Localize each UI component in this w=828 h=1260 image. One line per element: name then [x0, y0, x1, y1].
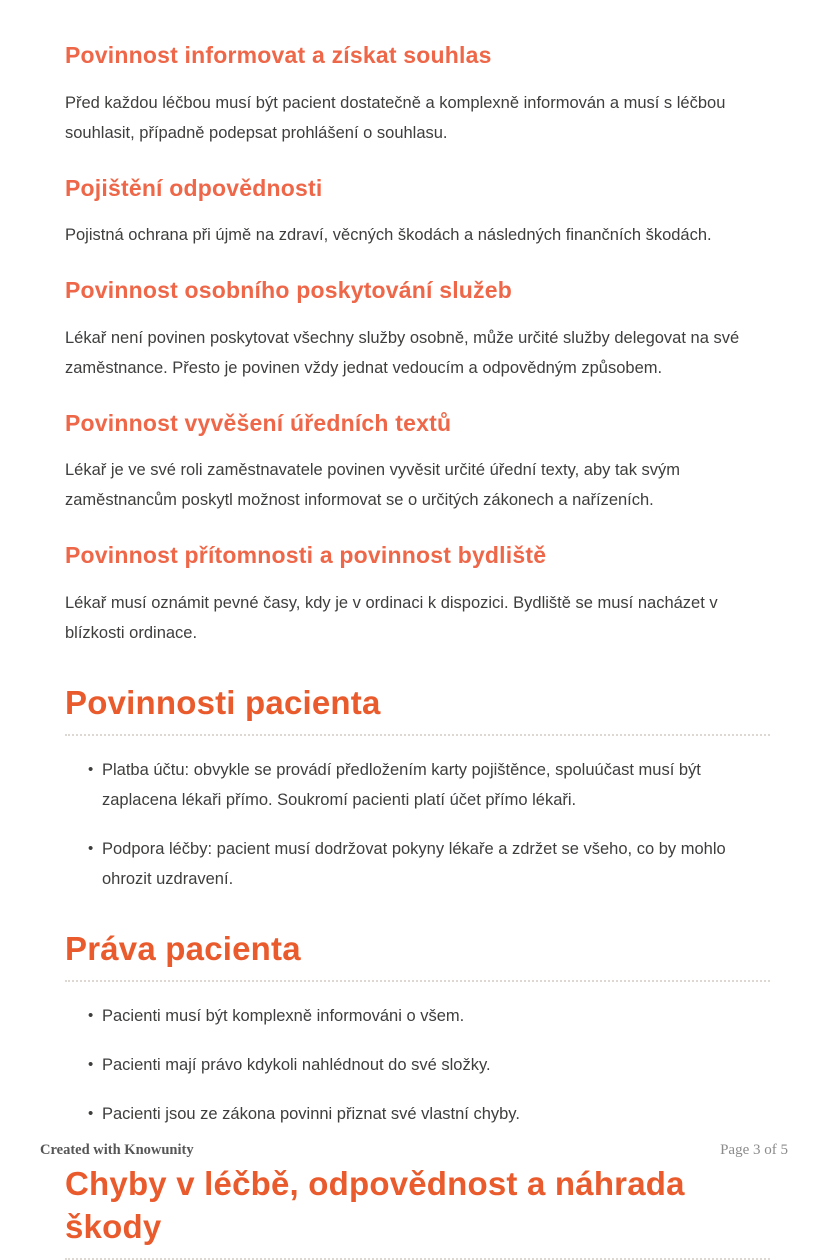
section-paragraph: Před každou léčbou musí být pacient dostatečně a komplexně informován a musí s léčbou souhlasit, případně podepsat prohlášení o souhlasu.: [65, 93, 726, 142]
section-heading: Povinnost vyvěšení úředních textů: [65, 409, 452, 436]
big-heading-underline: [65, 928, 770, 982]
big-section-heading: Povinnosti pacienta: [65, 683, 381, 721]
big-heading-underline: [65, 682, 770, 736]
bullet-list: [65, 755, 770, 894]
section-povinnost-informovat: [65, 42, 770, 148]
section-prava-pacienta: [65, 928, 770, 1129]
big-heading-underline: [65, 1163, 770, 1260]
section-paragraph: Lékař musí oznámit pevné časy, kdy je v ordinaci k dispozici. Bydliště se musí nacházet v blízkosti ordinace.: [65, 593, 718, 642]
bullet-item: • Platba účtu: obvykle se provádí předložením karty pojištěnce, spoluúčast musí být zaplacena lékaři přímo. Soukromí pacienti platí účet přímo lékaři.: [88, 755, 770, 815]
section-paragraph: Pojistná ochrana při újmě na zdraví, věcných škodách a následných finančních škodách.: [65, 226, 712, 245]
section-paragraph: Lékař je ve své roli zaměstnavatele povinen vyvěsit určité úřední texty, aby tak svým zaměstnancům poskytl možnost informovat se o určitých zákonech a nařízeních.: [65, 461, 681, 510]
page-footer: [40, 1142, 788, 1159]
section-osobni-poskytovani: [65, 277, 770, 383]
section-povinnosti-pacienta: [65, 682, 770, 894]
section-pojisteni-odpovednosti: [65, 175, 770, 251]
section-chyby-v-lecbe: [65, 1163, 770, 1260]
big-section-heading: Chyby v léčbě, odpovědnost a náhrada škody: [65, 1164, 685, 1245]
bullet-item: • Podpora léčby: pacient musí dodržovat pokyny lékaře a zdržet se všeho, co by mohlo ohrozit uzdravení.: [88, 834, 770, 894]
section-vyveseni-textu: [65, 410, 770, 516]
big-section-heading: Práva pacienta: [65, 929, 301, 967]
bullet-item: • Pacienti musí být komplexně informováni o všem.: [88, 1001, 770, 1031]
bullet-list: [65, 1001, 770, 1129]
footer-branding: Created with Knowunity: [40, 1142, 194, 1158]
section-heading: Povinnost informovat a získat souhlas: [65, 42, 492, 68]
section-heading: Pojištění odpovědnosti: [65, 174, 323, 201]
bullet-item: • Pacienti mají právo kdykoli nahlédnout do své složky.: [88, 1050, 770, 1080]
footer-page-number: Page 3 of 5: [720, 1142, 788, 1158]
section-paragraph: Lékař není povinen poskytovat všechny služby osobně, může určité služby delegovat na své zaměstnance. Přesto je povinen vždy jednat vedoucím a odpovědným způsobem.: [65, 328, 740, 377]
section-pritomnost-bydliste: [65, 542, 770, 648]
bullet-item: • Pacienti jsou ze zákona povinni přiznat své vlastní chyby.: [88, 1099, 770, 1129]
section-heading: Povinnost přítomnosti a povinnost bydliště: [65, 542, 547, 569]
section-heading: Povinnost osobního poskytování služeb: [65, 277, 512, 304]
